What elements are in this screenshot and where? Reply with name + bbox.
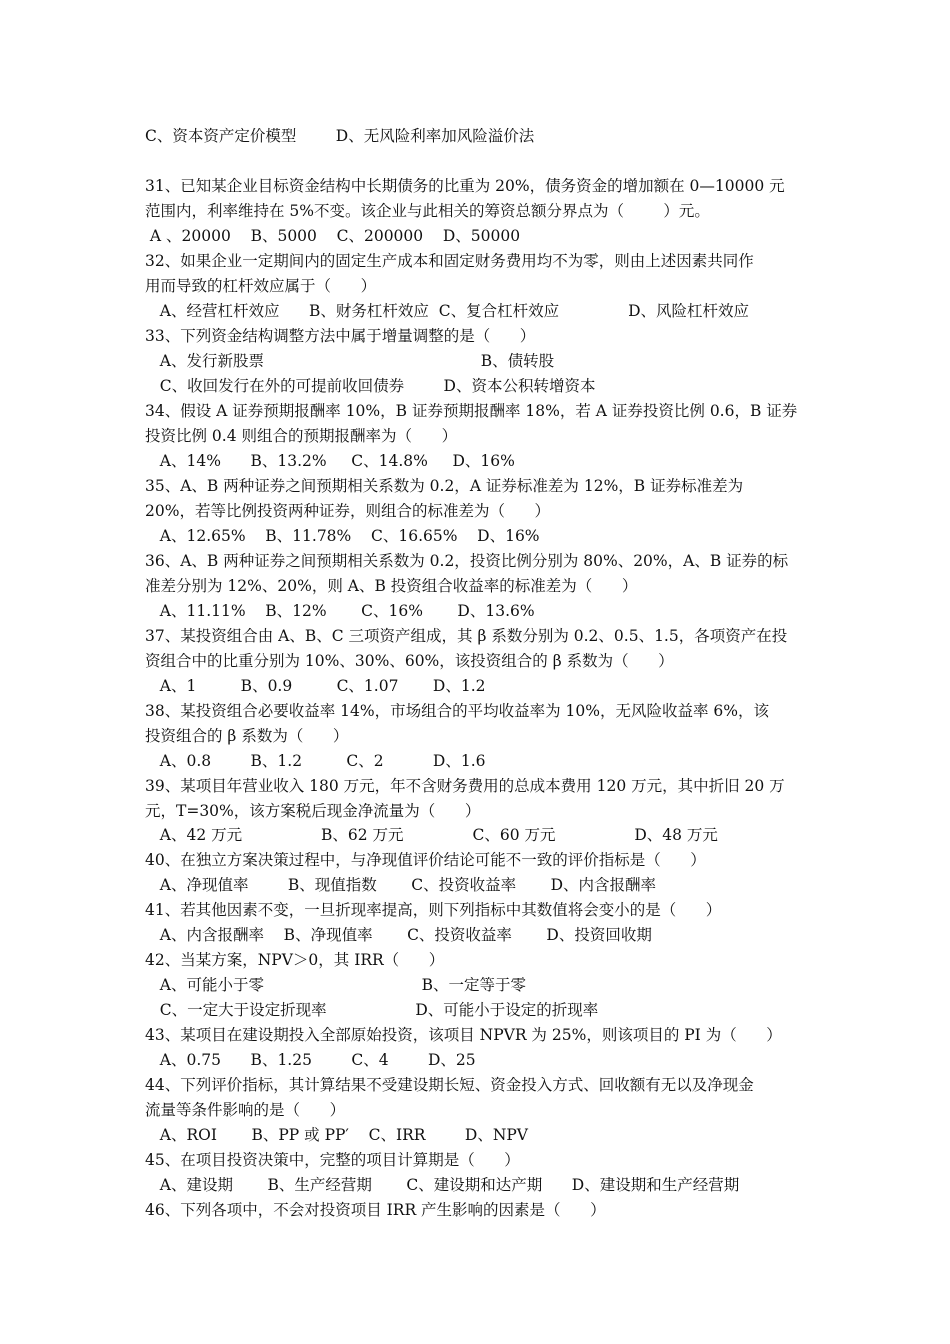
question-32-options: A、经营杠杆效应 B、财务杠杆效应 C、复合杠杆效应 D、风险杠杆效应 xyxy=(145,302,750,320)
question-38-options: A、0.8 B、1.2 C、2 D、1.6 xyxy=(145,752,486,770)
question-46-line-1: 46、下列各项中，不会对投资项目 IRR 产生影响的因素是（ ） xyxy=(145,1201,606,1219)
question-38-line-2: 投资组合的 β 系数为（ ） xyxy=(145,727,349,745)
question-33-line-1: 33、下列资金结构调整方法中属于增量调整的是（ ） xyxy=(145,327,536,345)
text-line: C、资本资产定价模型 D、无风险利率加风险溢价法 xyxy=(145,127,535,145)
question-34-line-2: 投资比例 0.4 则组合的预期报酬率为（ ） xyxy=(145,427,458,445)
question-32-line-2: 用而导致的杠杆效应属于（ ） xyxy=(145,277,377,295)
question-42-line-1: 42、当某方案，NPV＞0，其 IRR（ ） xyxy=(145,951,445,969)
question-44-options: A、ROI B、PP 或 PP′ C、IRR D、NPV xyxy=(145,1126,529,1144)
question-42-options-2: C、一定大于设定折现率 D、可能小于设定的折现率 xyxy=(145,1001,599,1019)
question-42-options-1: A、可能小于零 B、一定等于零 xyxy=(145,976,527,994)
question-43-options: A、0.75 B、1.25 C、4 D、25 xyxy=(145,1051,476,1069)
question-40-line-1: 40、在独立方案决策过程中，与净现值评价结论可能不一致的评价指标是（ ） xyxy=(145,851,706,869)
question-31-line-2: 范围内，利率维持在 5%不变。该企业与此相关的筹资总额分界点为（ ）元。 xyxy=(145,202,710,220)
question-31-line-1: 31、已知某企业目标资金结构中长期债务的比重为 20%，债务资金的增加额在 0—10000 元 xyxy=(145,177,785,195)
question-34-options: A、14% B、13.2% C、14.8% D、16% xyxy=(145,452,515,470)
question-38-line-1: 38、某投资组合必要收益率 14%，市场组合的平均收益率为 10%，无风险收益率 6%，该 xyxy=(145,702,769,720)
question-39-line-1: 39、某项目年营业收入 180 万元，年不含财务费用的总成本费用 120 万元，其中折旧 20 万 xyxy=(145,777,785,795)
question-31-options: A 、20000 B、5000 C、200000 D、50000 xyxy=(145,227,521,245)
question-44-line-1: 44、下列评价指标，其计算结果不受建设期长短、资金投入方式、回收额有无以及净现金 xyxy=(145,1076,754,1094)
question-33-options-1: A、发行新股票 B、债转股 xyxy=(145,352,555,370)
question-40-options: A、净现值率 B、现值指数 C、投资收益率 D、内含报酬率 xyxy=(145,876,657,894)
question-45-line-1: 45、在项目投资决策中，完整的项目计算期是（ ） xyxy=(145,1151,520,1169)
question-35-options: A、12.65% B、11.78% C、16.65% D、16% xyxy=(145,527,540,545)
question-43-line-1: 43、某项目在建设期投入全部原始投资，该项目 NPVR 为 25%，则该项目的 PI 为（ ） xyxy=(145,1026,782,1044)
question-36-options: A、11.11% B、12% C、16% D、13.6% xyxy=(145,602,535,620)
question-39-line-2: 元，T=30%，该方案税后现金净流量为（ ） xyxy=(145,802,481,820)
question-36-line-2: 准差分别为 12%、20%，则 A、B 投资组合收益率的标准差为（ ） xyxy=(145,577,638,595)
question-37-line-2: 资组合中的比重分别为 10%、30%、60%，该投资组合的 β 系数为（ ） xyxy=(145,652,674,670)
question-41-options: A、内含报酬率 B、净现值率 C、投资收益率 D、投资回收期 xyxy=(145,926,652,944)
question-35-line-1: 35、A、B 两种证券之间预期相关系数为 0.2，A 证券标准差为 12%，B 证券标准差为 xyxy=(145,477,744,495)
question-37-line-1: 37、某投资组合由 A、B、C 三项资产组成，其 β 系数分别为 0.2、0.5、1.5，各项资产在投 xyxy=(145,627,788,645)
question-37-options: A、1 B、0.9 C、1.07 D、1.2 xyxy=(145,677,486,695)
question-44-line-2: 流量等条件影响的是（ ） xyxy=(145,1101,346,1119)
question-34-line-1: 34、假设 A 证券预期报酬率 10%，B 证券预期报酬率 18%，若 A 证券投资比例 0.6，B 证券 xyxy=(145,402,798,420)
question-36-line-1: 36、A、B 两种证券之间预期相关系数为 0.2，投资比例分别为 80%、20%，A、B 证券的标 xyxy=(145,552,789,570)
question-35-line-2: 20%，若等比例投资两种证券，则组合的标准差为（ ） xyxy=(145,502,551,520)
question-39-options: A、42 万元 B、62 万元 C、60 万元 D、48 万元 xyxy=(145,826,718,844)
question-41-line-1: 41、若其他因素不变，一旦折现率提高，则下列指标中其数值将会变小的是（ ） xyxy=(145,901,722,919)
question-33-options-2: C、收回发行在外的可提前收回债券 D、资本公积转增资本 xyxy=(145,377,596,395)
question-32-line-1: 32、如果企业一定期间内的固定生产成本和固定财务费用均不为零，则由上述因素共同作 xyxy=(145,252,754,270)
question-45-options: A、建设期 B、生产经营期 C、建设期和达产期 D、建设期和生产经营期 xyxy=(145,1176,740,1194)
